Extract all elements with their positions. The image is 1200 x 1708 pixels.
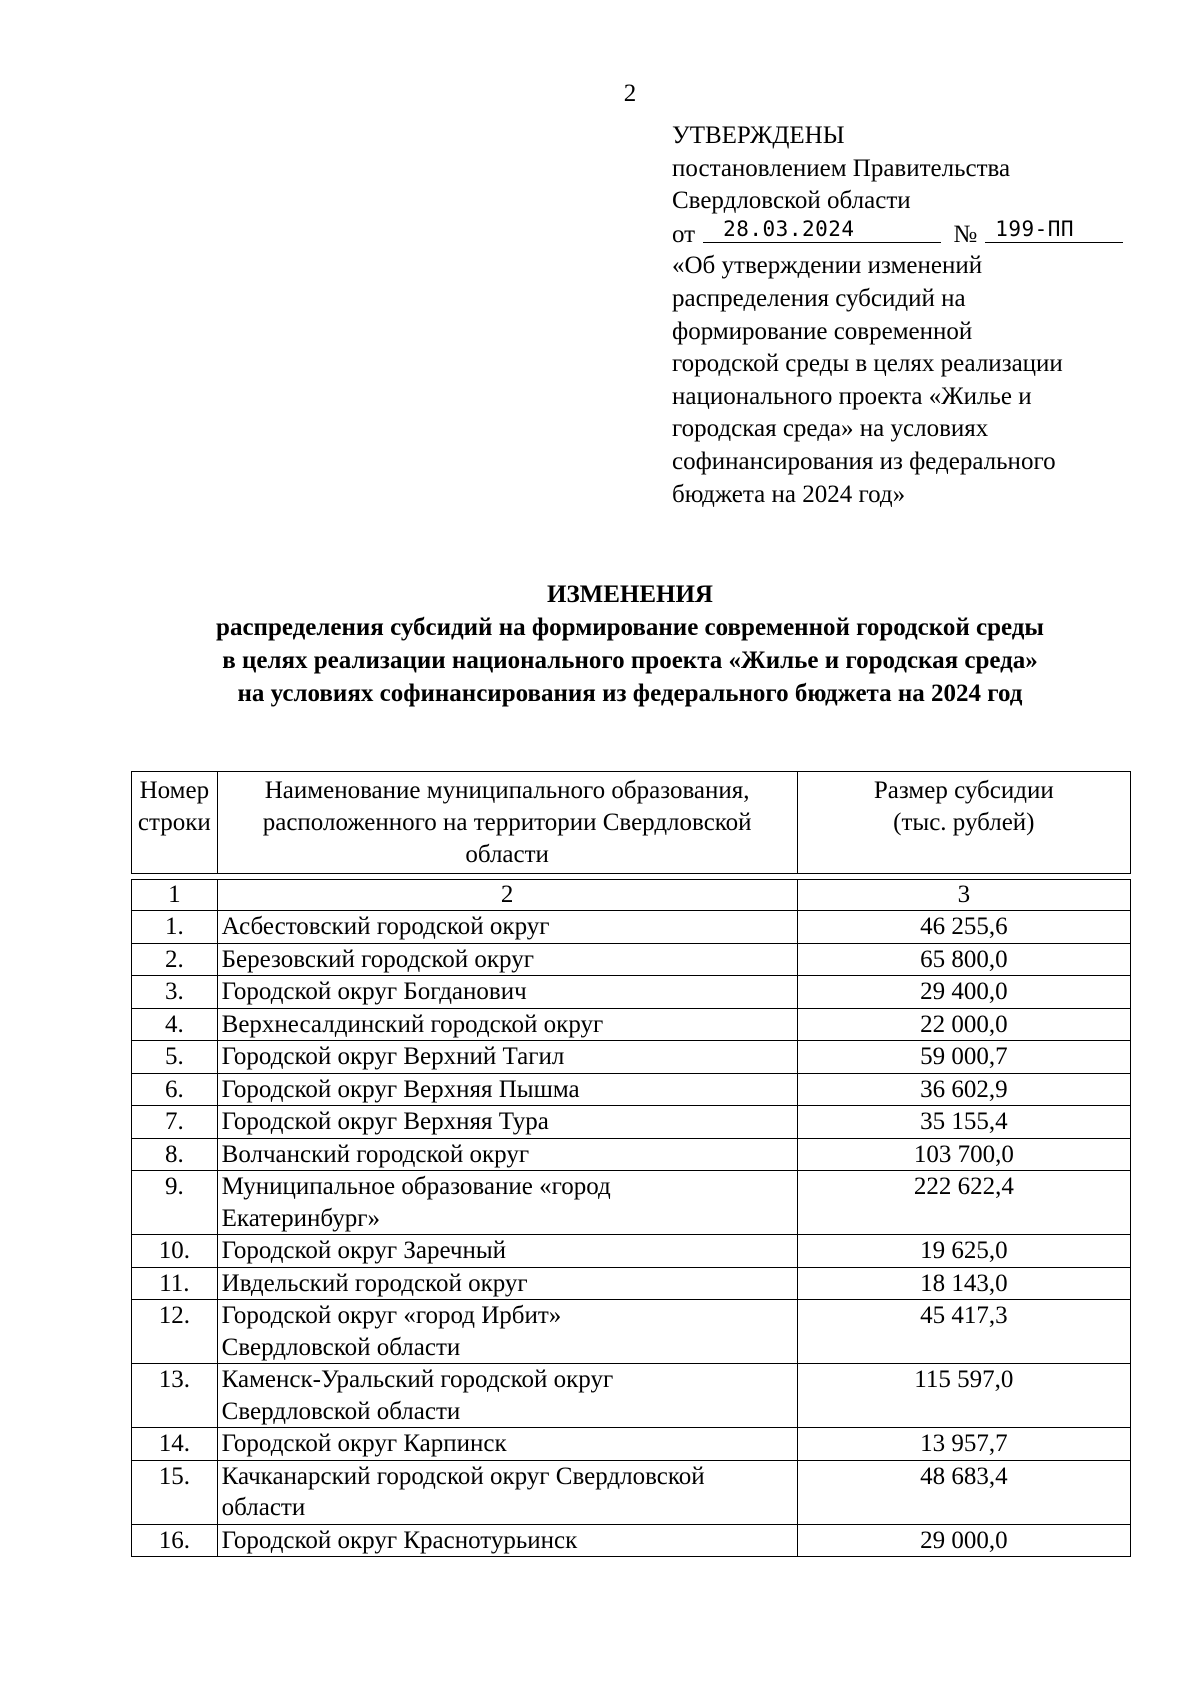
table-row xyxy=(132,1267,1131,1300)
municipality-cell xyxy=(217,1300,797,1364)
municipality-cell xyxy=(217,1008,797,1041)
municipality-cell xyxy=(217,1041,797,1074)
subsidy-value-cell: 46 255,6 xyxy=(797,911,1130,944)
subsidy-value-cell: 22 000,0 xyxy=(797,1008,1130,1041)
municipality-cell xyxy=(217,1460,797,1524)
row-number-cell: 9. xyxy=(132,1171,218,1235)
table-row xyxy=(132,1524,1131,1557)
title-line-3: на условиях софинансирования из федерального бюджета на 2024 год xyxy=(237,680,1023,707)
municipality-cell xyxy=(217,1073,797,1106)
municipality-name-line: Свердловской области xyxy=(221,1333,461,1361)
subsidy-value-cell: 48 683,4 xyxy=(797,1460,1130,1524)
municipality-cell xyxy=(217,1428,797,1461)
municipality-name-line: Муниципальное образование «город xyxy=(221,1173,611,1200)
row-number-cell: 15. xyxy=(132,1460,218,1524)
date-prefix: от xyxy=(672,220,696,248)
municipality-name-line: Березовский городской округ xyxy=(221,945,534,973)
municipality-name-line: Екатеринбург» xyxy=(221,1204,380,1232)
municipality-cell xyxy=(217,1524,797,1557)
title-line-2: в целях реализации национального проекта «Жилье и городская среда» xyxy=(222,647,1038,674)
page-number: 2 xyxy=(623,80,637,107)
subsidy-value-cell: 19 625,0 xyxy=(797,1235,1130,1268)
table-row xyxy=(132,1428,1131,1461)
municipality-name-line: Качканарский городской округ Свердловской xyxy=(221,1462,705,1490)
municipality-cell xyxy=(217,1267,797,1300)
subsidy-value-cell: 103 700,0 xyxy=(797,1138,1130,1171)
header-municipality xyxy=(217,772,797,874)
municipality-cell xyxy=(217,1364,797,1428)
row-number-cell: 1. xyxy=(132,911,218,944)
municipality-cell xyxy=(217,943,797,976)
row-number-cell: 10. xyxy=(132,1235,218,1268)
row-number-cell: 13. xyxy=(132,1364,218,1428)
row-number-cell: 7. xyxy=(132,1106,218,1139)
header-subsidy-amount xyxy=(797,772,1130,874)
municipality-name-line: Городской округ «город Ирбит» xyxy=(221,1302,562,1329)
subsidy-value-cell: 115 597,0 xyxy=(797,1364,1130,1428)
index-cell: 3 xyxy=(797,880,1130,911)
municipality-name-line: Городской округ Верхний Тагил xyxy=(221,1043,565,1070)
row-number-cell: 16. xyxy=(132,1524,218,1557)
title-main: ИЗМЕНЕНИЯ xyxy=(547,581,713,608)
approval-subject-line: распределения субсидий на xyxy=(672,284,966,312)
table-header-row xyxy=(132,772,1131,874)
table-row xyxy=(132,976,1131,1009)
row-number-cell: 14. xyxy=(132,1428,218,1461)
municipality-name-line: Свердловской области xyxy=(221,1397,461,1425)
table-row xyxy=(132,1460,1131,1524)
header-text: Размер субсидии xyxy=(873,777,1054,804)
approval-subject-line: городской среды в целях реализации xyxy=(672,350,1063,378)
approval-subject-line: формирование современной xyxy=(672,317,973,345)
subsidy-value-cell: 29 000,0 xyxy=(797,1524,1130,1557)
approval-line-2: Свердловской области xyxy=(672,187,911,215)
approval-subject-line: софинансирования из федерального xyxy=(672,447,1056,475)
header-text: расположенного на территории Свердловской xyxy=(262,809,752,836)
row-number-cell: 8. xyxy=(132,1138,218,1171)
subsidy-value-cell: 45 417,3 xyxy=(797,1300,1130,1364)
subsidy-value-cell: 13 957,7 xyxy=(797,1428,1130,1461)
municipality-cell xyxy=(217,976,797,1009)
document-title xyxy=(100,578,1160,710)
header-text: Наименование муниципального образования, xyxy=(264,777,750,804)
municipality-name-line: Городской округ Верхняя Тура xyxy=(221,1108,549,1135)
row-number-cell: 2. xyxy=(132,943,218,976)
table-row xyxy=(132,1041,1131,1074)
municipality-cell xyxy=(217,1106,797,1139)
subsidy-value-cell: 18 143,0 xyxy=(797,1267,1130,1300)
table-row xyxy=(132,1073,1131,1106)
approval-subject-line: «Об утверждении изменений xyxy=(672,252,983,280)
approval-subject-line: бюджета на 2024 год» xyxy=(672,480,906,508)
subsidy-value-cell: 222 622,4 xyxy=(797,1171,1130,1235)
approval-subject-line: городская среда» на условиях xyxy=(672,415,989,443)
municipality-cell xyxy=(217,1171,797,1235)
approval-date-row xyxy=(672,218,1142,251)
approval-line-1: постановлением Правительства xyxy=(672,154,1011,182)
municipality-name-line: области xyxy=(221,1494,306,1521)
municipality-cell xyxy=(217,911,797,944)
subsidy-value-cell: 65 800,0 xyxy=(797,943,1130,976)
municipality-name-line: Ивдельский городской округ xyxy=(221,1269,528,1297)
column-index-row xyxy=(132,880,1131,911)
municipality-cell xyxy=(217,1235,797,1268)
approval-block xyxy=(672,120,1142,511)
index-cell: 1 xyxy=(132,880,218,911)
row-number-cell: 4. xyxy=(132,1008,218,1041)
title-line-1: распределения субсидий на формирование современной городской среды xyxy=(216,614,1044,641)
row-number-cell: 3. xyxy=(132,976,218,1009)
table-row xyxy=(132,1171,1131,1235)
municipality-name-line: Городской округ Верхняя Пышма xyxy=(221,1075,580,1103)
municipality-name-line: Каменск-Уральский городской округ xyxy=(221,1366,614,1393)
table-row xyxy=(132,911,1131,944)
municipality-name-line: Волчанский городской округ xyxy=(221,1140,530,1168)
approval-subject-line: национального проекта «Жилье и xyxy=(672,382,1032,410)
municipality-name-line: Городской округ Заречный xyxy=(221,1237,507,1264)
table-row xyxy=(132,1235,1131,1268)
number-prefix: № xyxy=(953,220,978,248)
row-number-cell: 6. xyxy=(132,1073,218,1106)
decree-number: 199-ПП xyxy=(985,218,1123,243)
table-row xyxy=(132,1300,1131,1364)
subsidy-value-cell: 59 000,7 xyxy=(797,1041,1130,1074)
index-cell: 2 xyxy=(217,880,797,911)
municipality-name-line: Городской округ Богданович xyxy=(221,978,527,1005)
decree-date: 28.03.2024 xyxy=(703,218,941,243)
municipality-name-line: Городской округ Карпинск xyxy=(221,1430,507,1457)
subsidy-value-cell: 36 602,9 xyxy=(797,1073,1130,1106)
row-number-cell: 5. xyxy=(132,1041,218,1074)
row-number-cell: 12. xyxy=(132,1300,218,1364)
table-row xyxy=(132,1364,1131,1428)
subsidies-table xyxy=(131,771,1131,1557)
header-text: (тыс. рублей) xyxy=(893,809,1035,836)
table-row xyxy=(132,1008,1131,1041)
approval-heading: УТВЕРЖДЕНЫ xyxy=(672,122,845,149)
municipality-name-line: Верхнесалдинский городской округ xyxy=(221,1010,604,1038)
subsidy-value-cell: 35 155,4 xyxy=(797,1106,1130,1139)
table-row xyxy=(132,943,1131,976)
row-number-cell: 11. xyxy=(132,1267,218,1300)
municipality-cell xyxy=(217,1138,797,1171)
header-text: области xyxy=(465,841,549,868)
header-text: строки xyxy=(137,809,211,836)
municipality-name-line: Городской округ Краснотурьинск xyxy=(221,1526,578,1554)
table-row xyxy=(132,1138,1131,1171)
subsidy-value-cell: 29 400,0 xyxy=(797,976,1130,1009)
header-text: Номер xyxy=(139,777,210,804)
header-row-number xyxy=(132,772,218,874)
table-row xyxy=(132,1106,1131,1139)
municipality-name-line: Асбестовский городской округ xyxy=(221,913,550,940)
